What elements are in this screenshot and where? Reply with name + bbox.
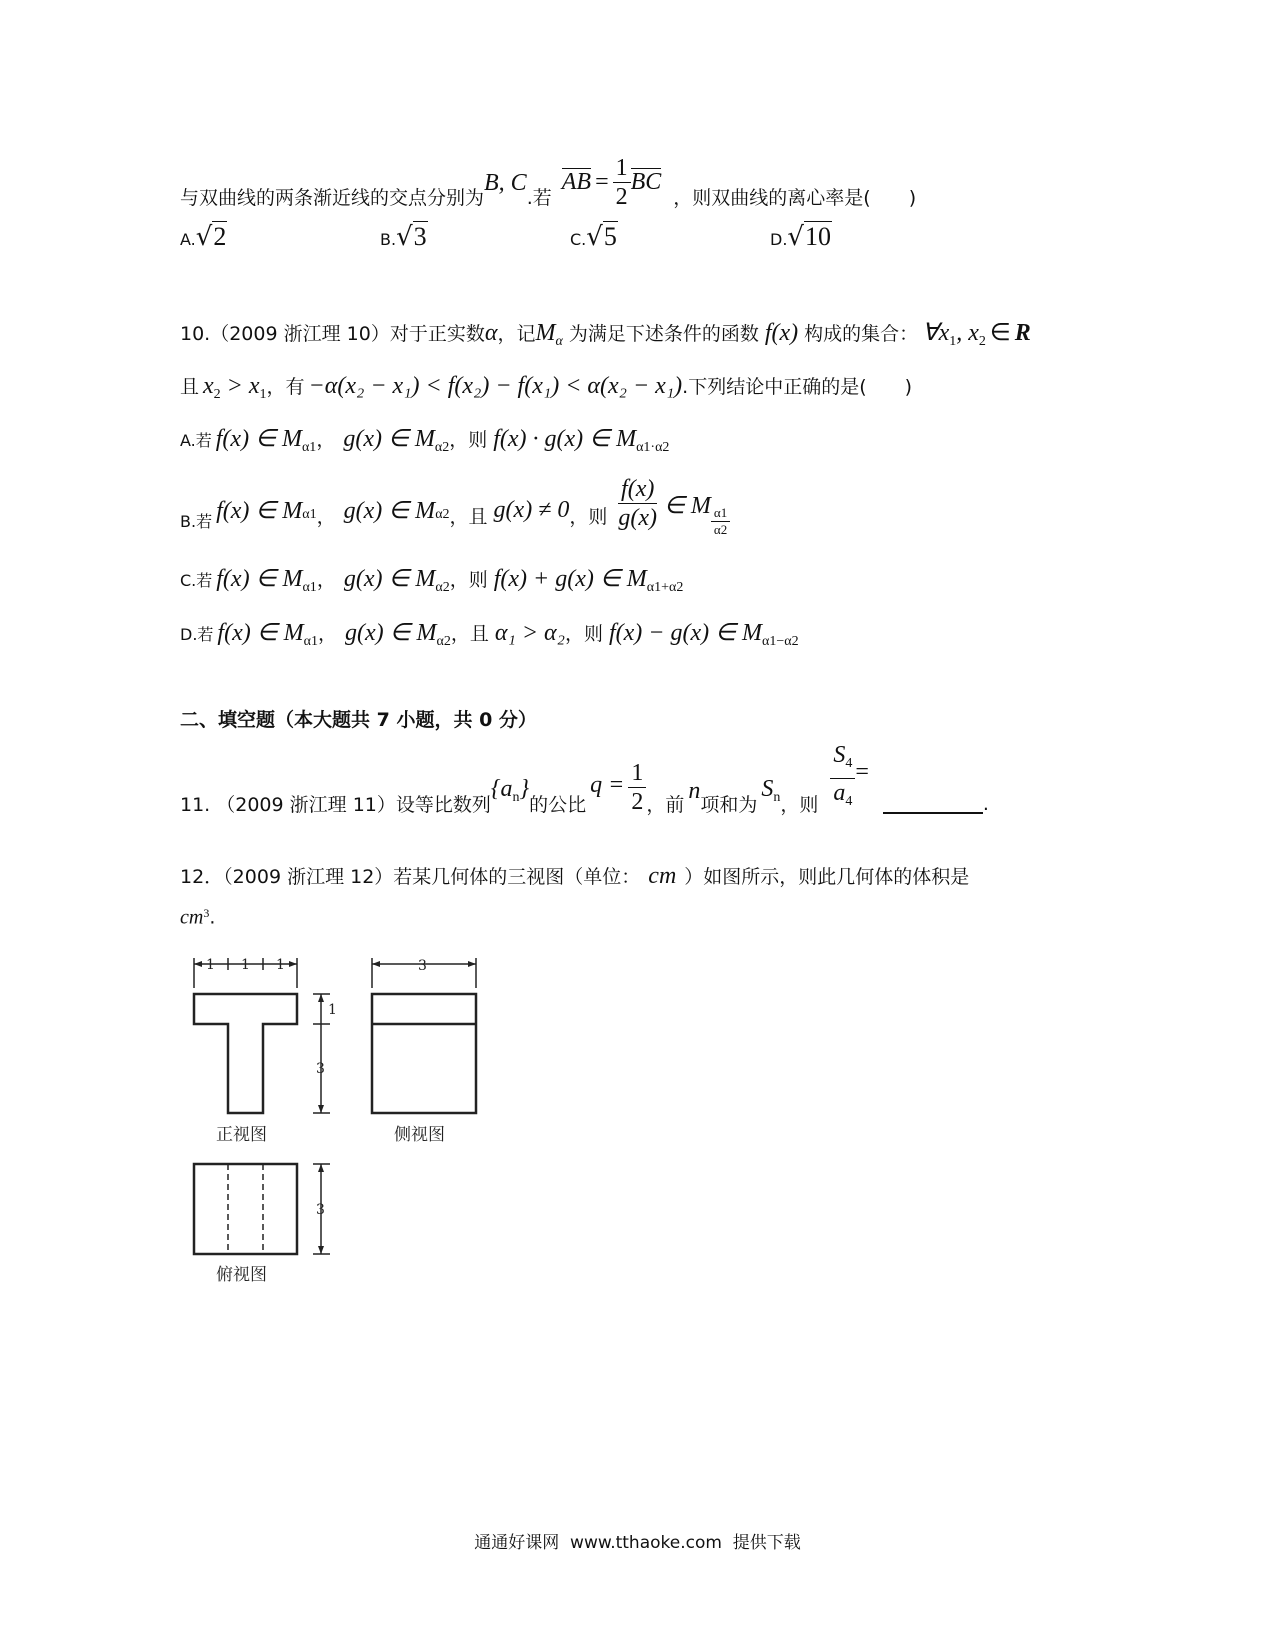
q11-answer-blank[interactable]: [883, 794, 983, 814]
q10-a-rsub: α1·α2: [636, 440, 670, 455]
q11-half-den: 2: [631, 788, 644, 815]
q11-end: .: [982, 793, 989, 815]
q11-seq: [491, 776, 529, 806]
q11-s4-sub: 4: [845, 755, 853, 771]
q10-cond-x2gtx1: $x_2 > x_1$: [203, 373, 267, 402]
q10-you: ，有: [266, 376, 305, 398]
q10-stem-line1: [180, 318, 1031, 350]
q10-c-res: f(x) + g(x) ∈ M: [493, 566, 647, 592]
q9-vec-ab: AB: [561, 169, 592, 195]
q9-option-a[interactable]: [180, 222, 227, 252]
q10-b-frac-den: g(x): [618, 504, 658, 531]
q10-x2: x: [968, 320, 979, 346]
q9-option-c-label: C.: [570, 230, 587, 249]
q9-options: [180, 222, 880, 262]
q10-d-rsub: α1−α2: [762, 634, 799, 649]
q11-ratio-num: [830, 741, 855, 779]
q10-intro: 10.（2009 浙江理 10）对于正实数: [180, 323, 485, 345]
q10-a-gsub: α2: [434, 440, 450, 455]
q10-option-a[interactable]: [180, 424, 669, 456]
q9-eq: =: [595, 168, 609, 195]
q11-s4: S: [833, 741, 846, 768]
q9-vec-bc: BC: [630, 169, 662, 195]
q10-set: 构成的集合：: [804, 323, 919, 345]
q10-d-gsub: α2: [436, 634, 451, 649]
front-dim-height-3: 3: [316, 1061, 325, 1077]
q10-c-csub: α1: [302, 580, 317, 595]
top-dim-3: 3: [316, 1202, 325, 1218]
q10-x2-sub: 2: [978, 334, 986, 349]
q11-half-num: 1: [628, 759, 646, 788]
q10-in: ∈: [989, 320, 1011, 346]
q9-option-d-rad: 10: [804, 222, 831, 251]
q11-eq: =: [855, 758, 869, 785]
q10-option-d-label: D.若: [180, 625, 214, 644]
q11-sn-sub: n: [773, 790, 781, 805]
front-dim-height-1: 1: [328, 1002, 337, 1018]
front-dim-1a: 1: [206, 957, 215, 973]
q10-b-ze: ，则: [569, 505, 608, 528]
q10-d-ze: ，则: [564, 623, 603, 645]
q11-intro: 11. （2009 浙江理 11）设等比数列: [180, 793, 491, 816]
q10-option-c[interactable]: [180, 564, 683, 596]
q10-b-in: ∈ M: [664, 492, 711, 519]
q10-d-cond: f(x) ∈ M: [217, 620, 304, 646]
q10-d-alpha-cmp: α₁ > α₂: [494, 620, 565, 646]
q11-q: q =: [590, 771, 625, 798]
q10-stem-line2: [180, 372, 912, 403]
q10-d-res: f(x) − g(x) ∈ M: [608, 620, 763, 646]
q9-half-den: 2: [615, 183, 628, 210]
q10-a-ze: ，则: [449, 429, 488, 451]
q12-cm3-sup: 3: [203, 906, 210, 920]
q11-qian: ，前: [646, 793, 685, 816]
side-dim-3: 3: [418, 958, 427, 974]
q11-xiang: 项和为: [700, 793, 758, 816]
q11-a4-sub: 4: [845, 793, 853, 809]
q9-half-num: 1: [613, 154, 631, 183]
sqrt-icon: √10: [787, 222, 831, 252]
q10-b-subfrac-den: α2: [713, 521, 728, 537]
side-view-shape: [372, 994, 476, 1113]
q9-stem-line: [180, 155, 916, 215]
q11-half: [628, 759, 646, 816]
q11-ratio: [830, 741, 855, 816]
q10-alpha: α: [484, 320, 498, 346]
q12-end: .: [209, 906, 216, 929]
q9-option-c[interactable]: [570, 222, 618, 252]
q9-half: [613, 154, 631, 211]
q9-option-c-rad: 5: [603, 222, 617, 251]
side-view-label: 侧视图: [394, 1125, 445, 1145]
q11-a4: a: [833, 779, 846, 806]
q10-b-subfrac-num: α1: [711, 505, 730, 522]
q9-option-b-label: B.: [380, 230, 397, 249]
q11-ratio-den: [830, 779, 855, 816]
q10-d-comma: ，: [317, 623, 337, 645]
q10-c-gsub: α2: [435, 580, 450, 595]
q10-c-comma: ，: [316, 569, 336, 591]
q10-a-cond: f(x) ∈ M: [215, 426, 302, 452]
q10-ji: ，记: [497, 323, 536, 345]
q10-comma: ,: [956, 320, 969, 346]
q9-option-d[interactable]: [770, 222, 832, 252]
q10-option-d[interactable]: [180, 618, 799, 650]
q10-b-gneq: g(x) ≠ 0: [493, 496, 570, 523]
q11-seq-close: }: [519, 776, 530, 802]
q9-option-d-label: D.: [770, 230, 788, 249]
top-view-shape: [194, 1164, 297, 1254]
q9-text: 与双曲线的两条渐近线的交点分别为: [180, 186, 485, 209]
q10-option-b-label: B.若: [180, 511, 213, 531]
q10-m-sub: α: [555, 334, 563, 349]
q10-conclusion: .下列结论中正确的是( ): [682, 376, 913, 398]
q10-m: M: [535, 320, 556, 346]
q9-option-b-rad: 3: [413, 222, 427, 251]
q10-c-cond: f(x) ∈ M: [216, 566, 303, 592]
q12-intro: 12．（2009 浙江理 12）若某几何体的三视图（单位：: [180, 866, 641, 888]
front-view-shape: [194, 994, 297, 1113]
q10-b-cond: f(x) ∈ M: [216, 497, 303, 524]
q10-qie: 且: [180, 376, 200, 398]
q10-b-subfrac: [711, 505, 730, 538]
q10-x1-sub: 1: [949, 334, 957, 349]
sqrt-icon: √3: [396, 222, 427, 252]
q11-seq-sub: n: [512, 790, 520, 805]
q10-c-ze: ，则: [449, 569, 488, 591]
q10-r: R: [1014, 320, 1031, 346]
front-dim-1c: 1: [276, 957, 285, 973]
q10-mid: 为满足下述条件的函数: [568, 323, 759, 345]
q12-cm: cm: [648, 863, 677, 889]
q10-ineq: −α(x₂ − x₁) < f(x₂) − f(x₁) < α(x₂ − x₁): [308, 373, 683, 399]
q10-a-g: g(x) ∈ M: [343, 426, 435, 452]
front-view-label: 正视图: [216, 1125, 267, 1145]
q12-line2: [180, 906, 215, 929]
q10-c-rsub: α1+α2: [646, 580, 684, 595]
q9-tail: ，则双曲线的离心率是( ): [673, 186, 917, 209]
q11-line: [180, 741, 989, 822]
q12-line1: [180, 862, 969, 890]
q9-option-a-rad: 2: [213, 222, 227, 251]
top-view-label: 俯视图: [216, 1265, 267, 1285]
q9-option-b[interactable]: [380, 222, 428, 252]
front-dim-1b: 1: [241, 957, 250, 973]
q10-option-a-label: A.若: [180, 431, 212, 450]
page-footer: 通通好课网 www.tthaoke.com 提供下载: [474, 1533, 801, 1553]
q10-b-csub: α1: [302, 507, 317, 522]
sqrt-icon: √2: [195, 222, 227, 252]
q10-a-csub: α1: [301, 440, 317, 455]
q12-cm3: cm: [180, 906, 204, 929]
section-heading: 二、填空题（本大题共 7 小题，共 0 分）: [180, 709, 537, 731]
q10-b-g: g(x) ∈ M: [343, 497, 436, 524]
q11-sn-s: S: [761, 776, 774, 802]
q9-points-bc: B, C: [484, 169, 527, 196]
q10-b-qie: ，且: [449, 505, 488, 528]
q11-ze: ，则: [780, 793, 819, 816]
q10-a-res: f(x) · g(x) ∈ M: [493, 426, 637, 452]
q11-gongbi: 的公比: [529, 793, 587, 816]
q10-d-g: g(x) ∈ M: [344, 620, 437, 646]
q9-vector-eq: [562, 154, 662, 211]
q10-b-comma: ，: [316, 505, 336, 528]
q11-seq-open: {a: [490, 776, 513, 802]
q10-forall: ∀x: [922, 320, 950, 346]
q10-b-frac-num: f(x): [618, 475, 657, 504]
sqrt-icon: √5: [586, 222, 617, 252]
q10-option-c-label: C.若: [180, 571, 213, 590]
q10-b-frac: [615, 475, 660, 532]
q10-c-g: g(x) ∈ M: [343, 566, 436, 592]
q10-option-b[interactable]: [180, 475, 730, 542]
q12-tail: ）如图所示，则此几何体的体积是: [684, 866, 970, 888]
q10-fx: f(x): [764, 320, 799, 346]
q9-option-a-label: A.: [180, 230, 196, 249]
q11-sn: [761, 776, 780, 806]
q10-d-qie: ，且: [450, 623, 489, 645]
q10-d-csub: α1: [303, 634, 318, 649]
three-view-figure: [180, 950, 490, 1290]
q10-a-comma: ，: [316, 429, 336, 451]
q10-b-gsub: α2: [435, 507, 450, 522]
q11-n: n: [688, 777, 701, 804]
q9-ruo: .若: [526, 186, 552, 209]
